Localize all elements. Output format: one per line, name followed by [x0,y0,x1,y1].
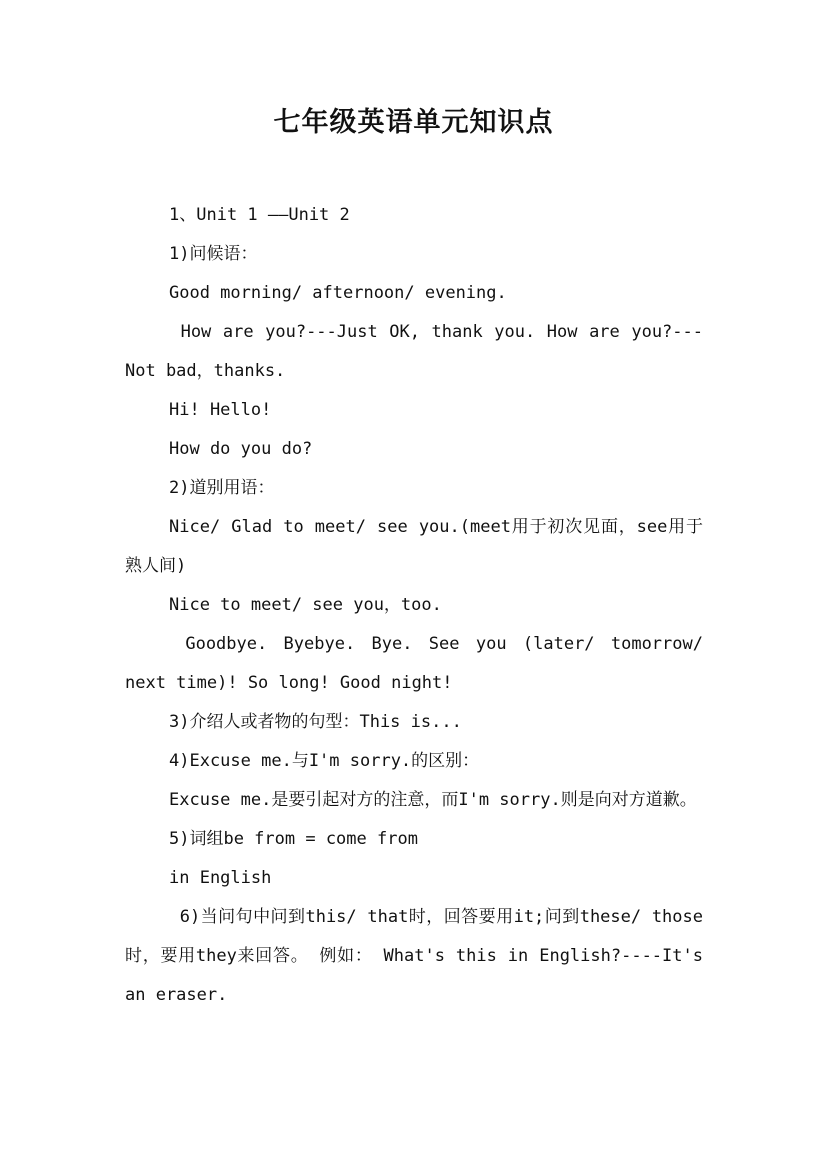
paragraph: Hi! Hello! [169,400,272,420]
subsection-heading: 6)当问句中问到this/ that时，回答要用it;问到these/ those时，要用they来回答。 例如： What's this in English?----It's an eraser. [125,907,714,1005]
paragraph: How do you do? [169,439,313,459]
section-heading: 1、Unit 1 ——Unit 2 [169,205,350,225]
document-body [125,196,714,1015]
paragraph: Goodbye. Byebye. Bye. See you (later/ tomorrow/ next time)! So long! Good night! [125,634,714,693]
paragraph: Nice/ Glad to meet/ see you.(meet用于初次见面，see用于熟人间) [125,517,703,576]
paragraph: How are you?---Just OK, thank you. How are you?---Not bad，thanks. [125,322,703,381]
document-title: 七年级英语单元知识点 [273,107,554,138]
subsection-heading: 2)道别用语： [169,478,275,498]
paragraph: in English [169,868,272,888]
paragraph: Excuse me.是要引起对方的注意，而I'm sorry.则是向对方道歉。 [169,790,697,810]
subsection-heading: 4)Excuse me.与I'm sorry.的区别： [169,751,480,771]
subsection-heading: 3)介绍人或者物的句型：This is... [169,712,462,732]
paragraph: Nice to meet/ see you，too. [169,595,442,615]
subsection-heading: 1)问候语： [169,244,258,264]
paragraph: Good morning/ afternoon/ evening. [169,283,507,303]
subsection-heading: 5)词组be from = come from [169,829,418,849]
